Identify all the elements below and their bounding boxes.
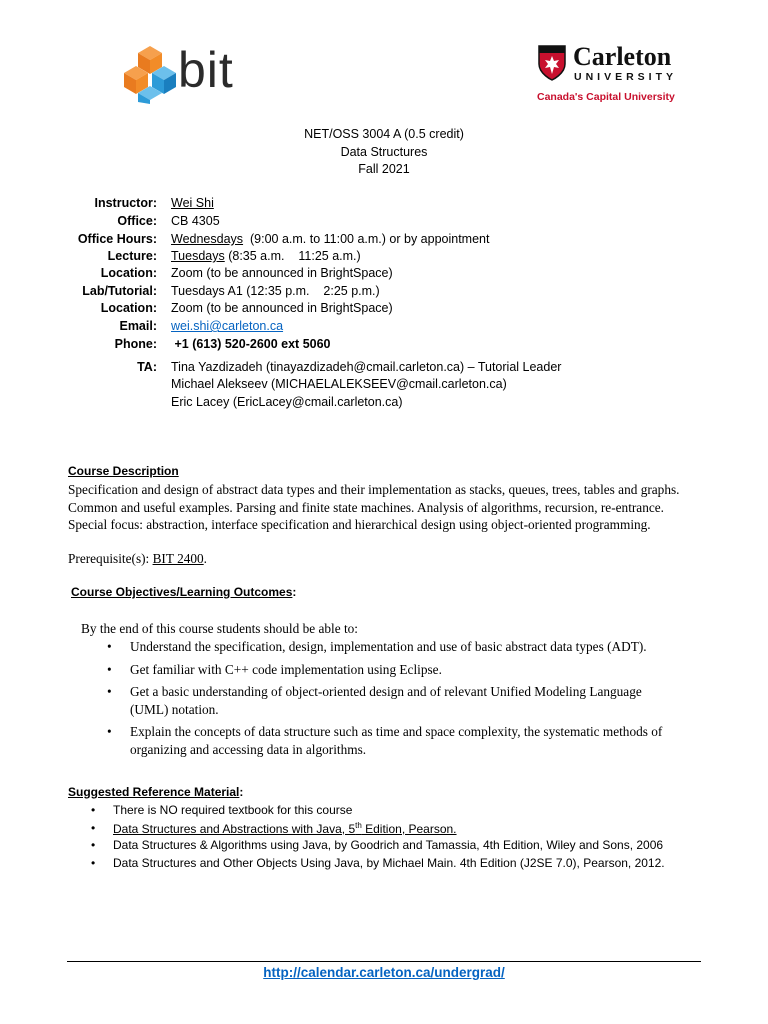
- objective-item: [107, 723, 677, 758]
- reference-item: [91, 838, 665, 856]
- bullet-icon: •: [91, 820, 96, 835]
- references-list: [91, 803, 665, 873]
- info-label: Lab/Tutorial:: [82, 284, 157, 298]
- info-row-ta: [0, 360, 768, 377]
- prerequisite-label: Prerequisite(s):: [68, 551, 153, 566]
- objective-text: Understand the specification, design, implementation and use of basic abstract data types (ADT).: [130, 639, 647, 654]
- footer-link-container: [0, 965, 768, 980]
- info-row-phone: [0, 337, 768, 354]
- info-value: [171, 249, 361, 263]
- info-value: +1 (613) 520-2600 ext 5060: [171, 337, 331, 351]
- objectives-heading: [71, 585, 296, 599]
- objective-item: [107, 683, 677, 718]
- info-value: Zoom (to be announced in BrightSpace): [171, 301, 393, 315]
- info-row-email: [0, 319, 768, 336]
- reference-item: [91, 803, 665, 821]
- info-row-location: [0, 266, 768, 283]
- bullet-icon: •: [107, 724, 112, 739]
- info-label: Office:: [117, 214, 157, 228]
- objective-text: Get a basic understanding of object-oriented design and of relevant Unified Modeling Language (UML) notation.: [130, 684, 642, 717]
- carleton-shield-icon: [537, 44, 567, 82]
- reference-text: Data Structures and Other Objects Using Java, by Michael Main. 4th Edition (J2SE 7.0), Pearson, 2012.: [113, 855, 665, 870]
- course-title: Data Structures: [340, 145, 428, 159]
- reference-text: Data Structures and Abstractions with Java, 5: [113, 821, 356, 836]
- course-description-text: Specification and design of abstract data types and their implementation as stacks, queues, trees, tables and graphs. Common and useful examples. Parsing and finite state machines. Analysis of algorithms, recursion, re-entrance. Special focus: abstraction, interface specification and hierarchical design using object-oriented programming.: [68, 482, 680, 532]
- objectives-heading-colon: :: [292, 585, 297, 599]
- instructor-link[interactable]: Wei Shi: [171, 196, 214, 210]
- info-label: Email:: [119, 319, 157, 333]
- reference-item: [91, 821, 665, 839]
- references-heading: [68, 785, 243, 799]
- objective-item: [107, 661, 677, 679]
- carleton-name: Carleton: [573, 42, 672, 71]
- course-term: Fall 2021: [358, 162, 410, 176]
- ta-line: Tina Yazdizadeh (tinayazdizadeh@cmail.carleton.ca) – Tutorial Leader: [171, 360, 562, 374]
- info-row-lab-tutorial: [0, 284, 768, 301]
- info-label: Location:: [100, 266, 157, 280]
- course-description-heading: Course Description: [68, 464, 179, 478]
- reference-text: Edition, Pearson.: [361, 821, 457, 836]
- reference-link[interactable]: [113, 822, 457, 836]
- reference-item: [91, 856, 665, 874]
- prerequisite-end: .: [203, 551, 207, 566]
- info-row-lab-location: [0, 301, 768, 318]
- bullet-icon: •: [91, 855, 96, 870]
- info-value: Tuesdays A1 (12:35 p.m. 2:25 p.m.): [171, 284, 380, 298]
- objectives-list: [107, 638, 677, 763]
- info-row-ta-3: [0, 395, 768, 412]
- info-label: Phone:: [114, 337, 157, 351]
- bullet-icon: •: [107, 684, 112, 699]
- objective-text: Explain the concepts of data structure such as time and space complexity, the systematic methods of organizing and accessing data in algorithms.: [130, 724, 663, 757]
- info-row-lecture: [0, 249, 768, 266]
- lecture-time: (8:35 a.m. 11:25 a.m.): [224, 249, 361, 263]
- info-label: Lecture:: [107, 249, 157, 263]
- objectives-heading-text: Course Objectives/Learning Outcomes: [71, 585, 293, 599]
- bullet-icon: •: [107, 639, 112, 654]
- info-value: [171, 232, 489, 246]
- objective-text: Get familiar with C++ code implementation using Eclipse.: [130, 661, 442, 677]
- objectives-intro: By the end of this course students should be able to:: [81, 621, 358, 636]
- bit-logo-text: bit: [178, 42, 234, 98]
- bullet-icon: •: [91, 803, 96, 817]
- info-label: Office Hours:: [77, 232, 157, 246]
- carleton-university-label: UNIVERSITY: [574, 71, 678, 83]
- ta-line: Michael Alekseev (MICHAELALEKSEEV@cmail.carleton.ca): [171, 377, 507, 391]
- office-hours-time: (9:00 a.m. to 11:00 a.m.) or by appointment: [243, 232, 490, 246]
- reference-sup: th: [355, 820, 362, 830]
- info-row-instructor: [0, 196, 768, 213]
- calendar-link[interactable]: http://calendar.carleton.ca/undergrad/: [263, 965, 505, 980]
- prerequisite-link[interactable]: BIT 2400: [152, 551, 204, 566]
- reference-text: There is NO required textbook for this course: [113, 803, 353, 817]
- prerequisite: [68, 550, 207, 568]
- bullet-icon: •: [91, 838, 96, 852]
- reference-text: Data Structures & Algorithms using Java, by Goodrich and Tamassia, 4th Edition, Wiley and Sons, 2006: [113, 838, 664, 852]
- ta-line: Eric Lacey (EricLacey@cmail.carleton.ca): [171, 395, 403, 409]
- lecture-day: Tuesdays: [171, 249, 225, 263]
- info-row-office-hours: [0, 232, 768, 249]
- objective-item: [107, 638, 677, 656]
- footer-divider: [67, 961, 701, 962]
- bullet-icon: •: [107, 661, 112, 677]
- carleton-tagline: Canada's Capital University: [537, 91, 675, 103]
- info-value: Zoom (to be announced in BrightSpace): [171, 266, 393, 280]
- references-heading-colon: :: [239, 785, 244, 799]
- info-label: Location:: [100, 301, 157, 315]
- info-label: TA:: [137, 360, 157, 374]
- info-value: CB 4305: [171, 214, 220, 228]
- references-heading-text: Suggested Reference Material: [68, 785, 240, 799]
- info-label: Instructor:: [94, 196, 157, 210]
- info-row-office: [0, 214, 768, 231]
- info-row-ta-2: [0, 377, 768, 394]
- course-code: NET/OSS 3004 A (0.5 credit): [304, 127, 464, 141]
- email-link[interactable]: wei.shi@carleton.ca: [171, 319, 284, 333]
- office-hours-day: Wednesdays: [171, 232, 244, 246]
